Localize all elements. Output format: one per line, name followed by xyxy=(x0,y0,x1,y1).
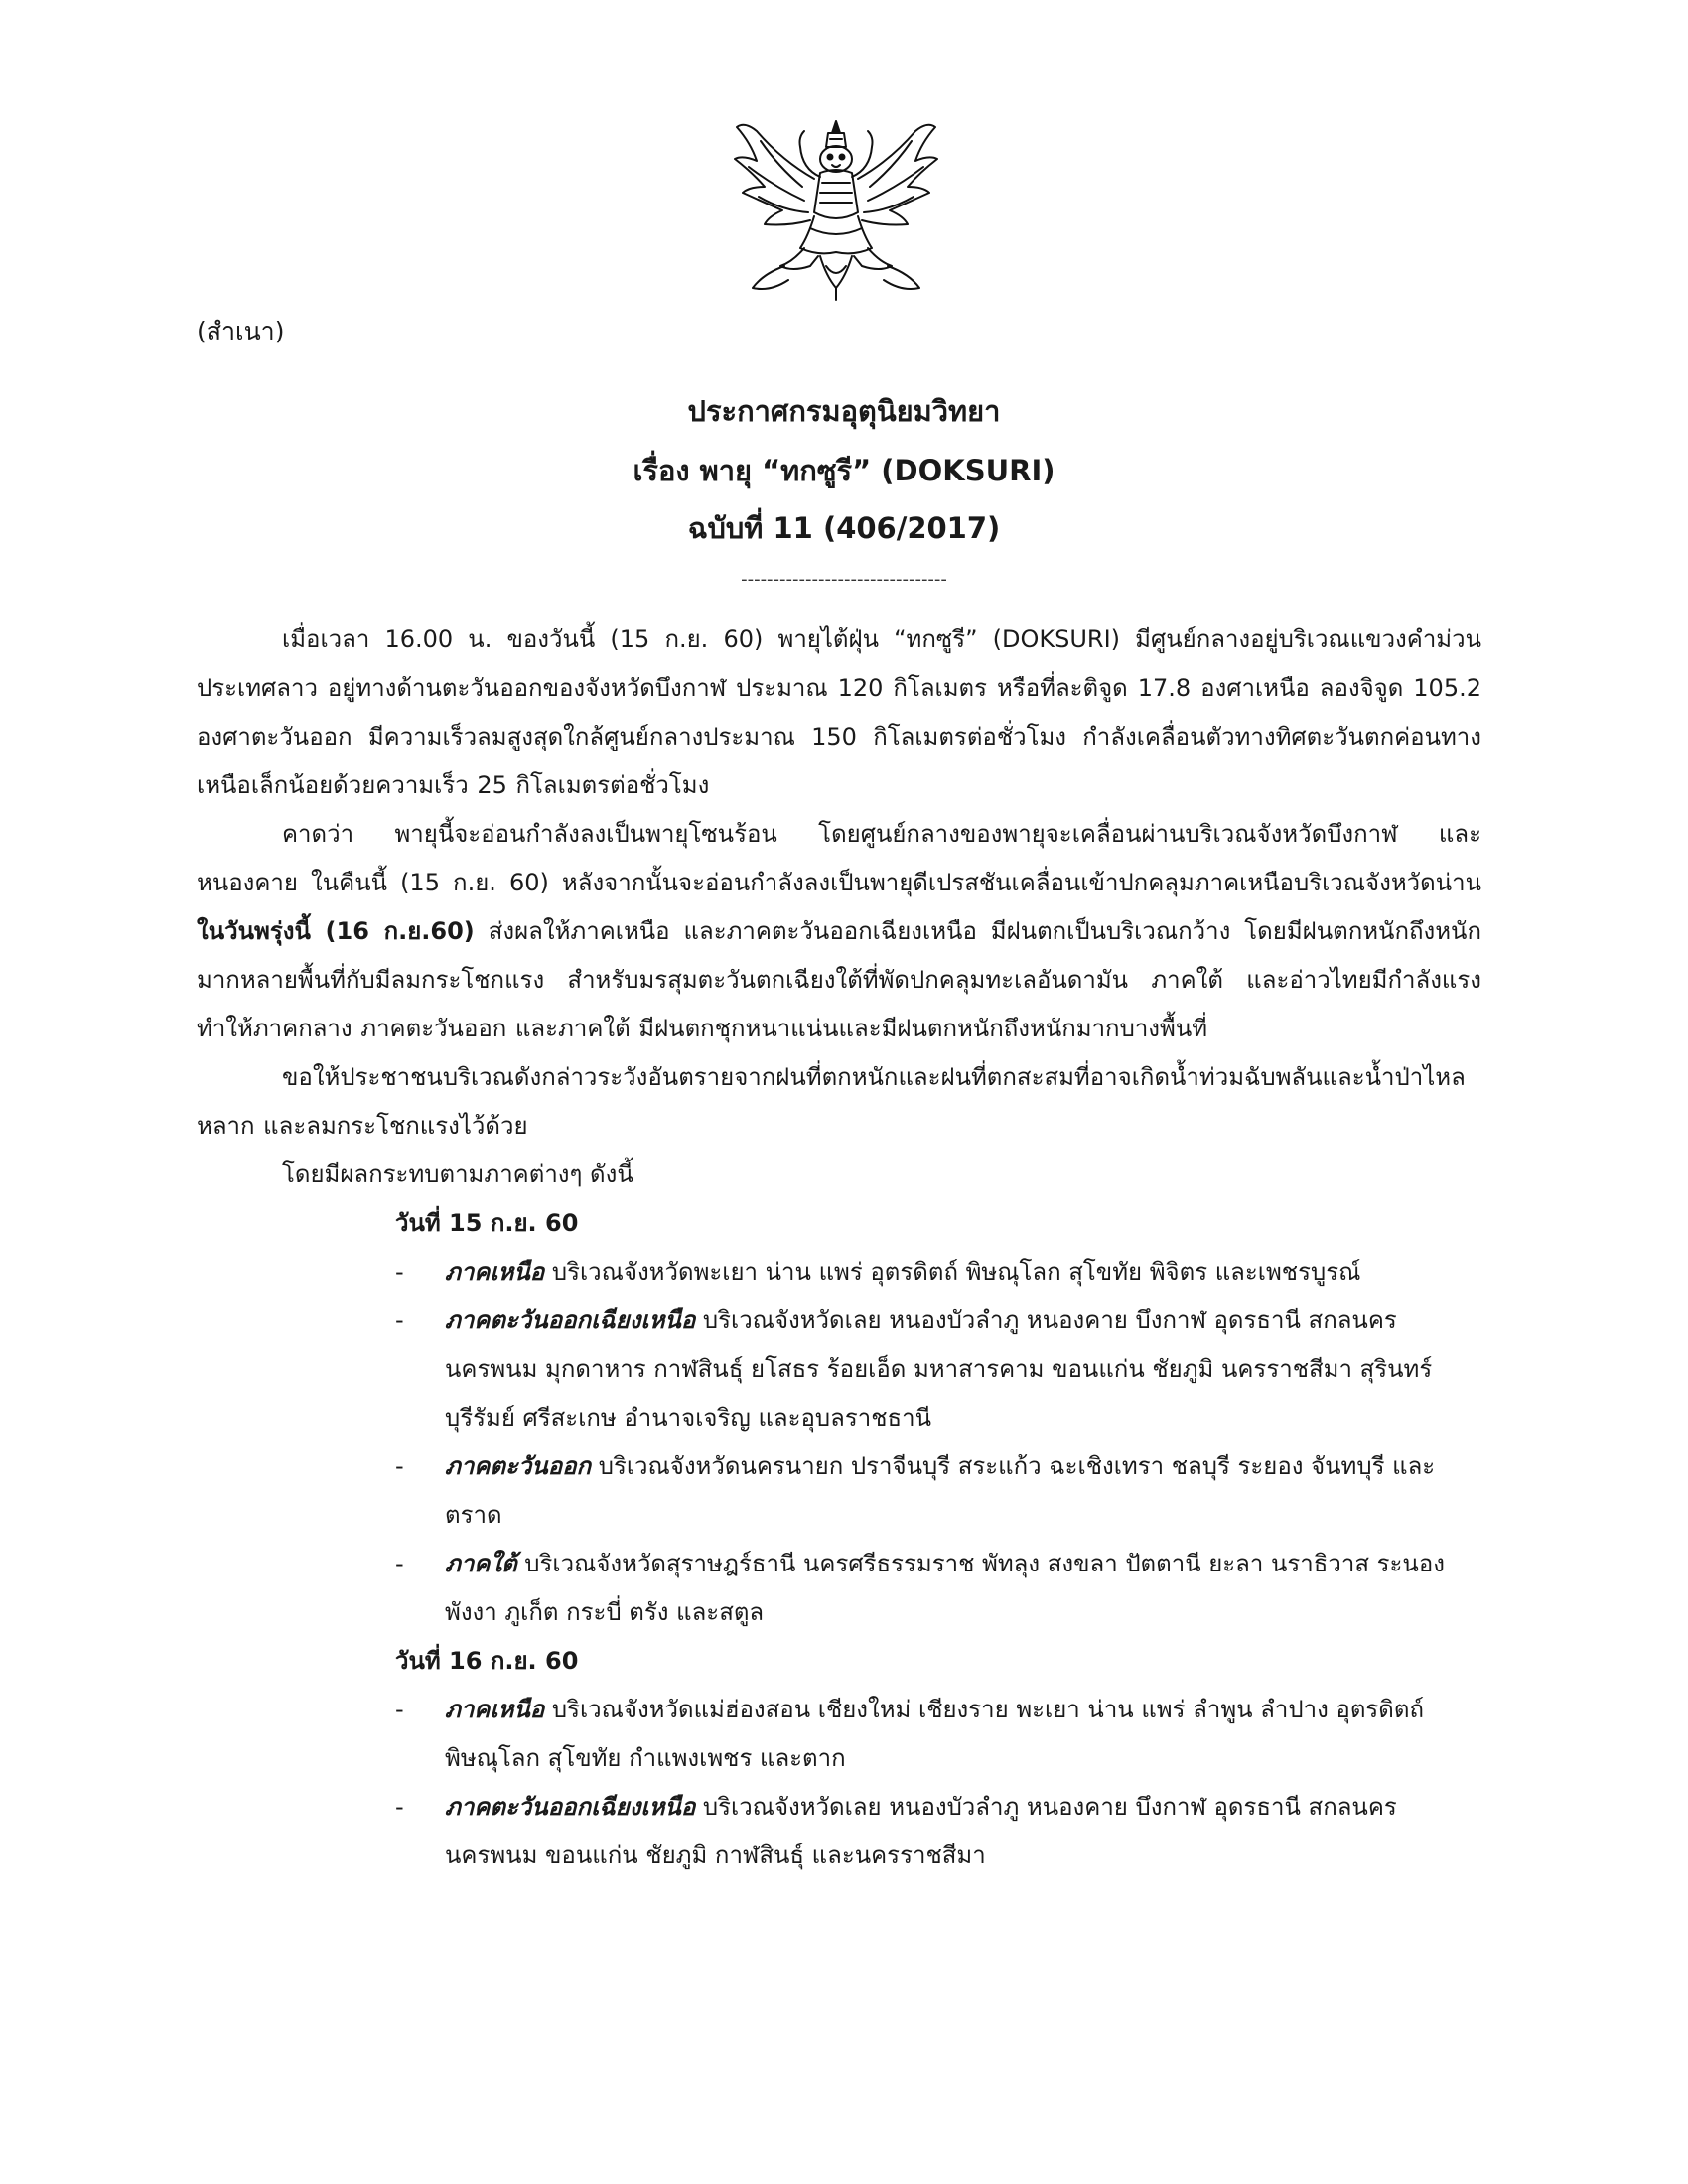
forecast-date-bold: ในวันพรุ่งนี้ (16 ก.ย.60) xyxy=(197,917,475,945)
list-item xyxy=(197,1248,1481,1297)
list-dash: - xyxy=(395,1550,404,1577)
region-provinces: บริเวณจังหวัดแม่ฮ่องสอน เชียงใหม่ เชียงราย พะเยา น่าน แพร่ ลำพูน ลำปาง อุตรดิตถ์ พิษณุโลก สุโขทัย กำแพงเพชร และตาก xyxy=(445,1696,1425,1772)
list-dash: - xyxy=(395,1696,404,1723)
paragraph-forecast xyxy=(197,810,1481,1053)
region-provinces: บริเวณจังหวัดเลย หนองบัวลำภู หนองคาย บึงกาฬ อุดรธานี สกลนคร นครพนม ขอนแก่น ชัยภูมิ กาฬสินธุ์ และนครราชสีมา xyxy=(445,1793,1397,1869)
list-item xyxy=(197,1442,1481,1540)
list-item xyxy=(197,1783,1481,1880)
list-dash: - xyxy=(395,1793,404,1821)
region-provinces: บริเวณจังหวัดเลย หนองบัวลำภู หนองคาย บึงกาฬ อุดรธานี สกลนคร นครพนม มุกดาหาร กาฬสินธุ์ ยโสธร ร้อยเอ็ด มหาสารคาม ขอนแก่น ชัยภูมิ นครราชสีมา สุรินทร์ บุรีรัมย์ ศรีสะเกษ อำนาจเจริญ และอุบลราชธานี xyxy=(445,1306,1433,1432)
title-divider: -------------------------------- xyxy=(741,569,947,590)
announcement-subject: เรื่อง พายุ “ทกซูรี” (DOKSURI) xyxy=(633,454,1055,487)
region-name: ภาคตะวันออกเฉียงเหนือ xyxy=(445,1793,696,1821)
forecast-text-a: คาดว่า พายุนี้จะอ่อนกำลังลงเป็นพายุโซนร้อน โดยศูนย์กลางของพายุจะเคลื่อนผ่านบริเวณจังหวัดบึงกาฬ และหนองคาย ในคืนนี้ (15 ก.ย. 60) หลังจากนั้นจะอ่อนกำลังลงเป็นพายุดีเปรสชันเคลื่อนเข้าปกคลุมภาคเหนือบริเวณจังหวัดน่าน xyxy=(197,820,1481,896)
day-heading: วันที่ 16 ก.ย. 60 xyxy=(395,1647,579,1675)
list-item xyxy=(197,1686,1481,1783)
announcement-issue-number: ฉบับที่ 11 (406/2017) xyxy=(687,511,1001,545)
list-item xyxy=(197,1540,1481,1637)
region-name: ภาคใต้ xyxy=(445,1550,517,1577)
list-dash: - xyxy=(395,1452,404,1480)
list-item xyxy=(197,1297,1481,1442)
day-heading: วันที่ 15 ก.ย. 60 xyxy=(395,1209,579,1237)
paragraph-current-status: เมื่อเวลา 16.00 น. ของวันนี้ (15 ก.ย. 60) พายุไต้ฝุ่น “ทกซูรี” (DOKSURI) มีศูนย์กลางอยู่บริเวณแขวงคำม่วน ประเทศลาว อยู่ทางด้านตะวันออกของจังหวัดบึงกาฬ ประมาณ 120 กิโลเมตร หรือที่ละติจูด 17.8 องศาเหนือ ลองจิจูด 105.2 องศาตะวันออก มีความเร็วลมสูงสุดใกล้ศูนย์กลางประมาณ 150 กิโลเมตรต่อชั่วโมง กำลังเคลื่อนตัวทางทิศตะวันตกค่อนทางเหนือเล็กน้อยด้วยความเร็ว 25 กิโลเมตรต่อชั่วโมง xyxy=(197,625,1481,799)
region-name: ภาคตะวันออกเฉียงเหนือ xyxy=(445,1306,696,1334)
announcement-body xyxy=(197,615,1481,1880)
region-list-day-2 xyxy=(197,1686,1481,1880)
region-provinces: บริเวณจังหวัดพะเยา น่าน แพร่ อุตรดิตถ์ พิษณุโลก สุโขทัย พิจิตร และเพชรบูรณ์ xyxy=(544,1258,1361,1286)
region-list-day-1 xyxy=(197,1248,1481,1637)
copy-label: (สำเนา) xyxy=(197,317,285,345)
forecast-text-b: ส่งผลให้ภาคเหนือ และภาคตะวันออกเฉียงเหนือ มีฝนตกเป็นบริเวณกว้าง โดยมีฝนตกหนักถึงหนักมากหลายพื้นที่กับมีลมกระโชกแรง สำหรับมรสุมตะวันตกเฉียงใต้ที่พัดปกคลุมทะเลอันดามัน ภาคใต้ และอ่าวไทยมีกำลังแรง ทำให้ภาคกลาง ภาคตะวันออก และภาคใต้ มีฝนตกชุกหนาแน่นและมีฝนตกหนักถึงหนักมากบางพื้นที่ xyxy=(197,917,1481,1042)
announcement-org-title: ประกาศกรมอุตุนิยมวิทยา xyxy=(687,394,1001,428)
region-provinces: บริเวณจังหวัดนครนายก ปราจีนบุรี สระแก้ว ฉะเชิงเทรา ชลบุรี ระยอง จันทบุรี และตราด xyxy=(445,1452,1436,1529)
region-name: ภาคเหนือ xyxy=(445,1258,545,1286)
region-provinces: บริเวณจังหวัดสุราษฎร์ธานี นครศรีธรรมราช พัทลุง สงขลา ปัตตานี ยะลา นราธิวาส ระนอง พังงา ภูเก็ต กระบี่ ตรัง และสตูล xyxy=(445,1550,1445,1626)
impact-intro: โดยมีผลกระทบตามภาคต่างๆ ดังนี้ xyxy=(282,1160,633,1188)
list-dash: - xyxy=(395,1258,404,1286)
region-name: ภาคตะวันออก xyxy=(445,1452,592,1480)
region-name: ภาคเหนือ xyxy=(445,1696,545,1723)
garuda-emblem-icon xyxy=(723,117,949,302)
list-dash: - xyxy=(395,1306,404,1334)
paragraph-warning: ขอให้ประชาชนบริเวณดังกล่าวระวังอันตรายจากฝนที่ตกหนักและฝนที่ตกสะสมที่อาจเกิดน้ำท่วมฉับพลันและน้ำป่าไหลหลาก และลมกระโชกแรงไว้ด้วย xyxy=(197,1063,1466,1140)
